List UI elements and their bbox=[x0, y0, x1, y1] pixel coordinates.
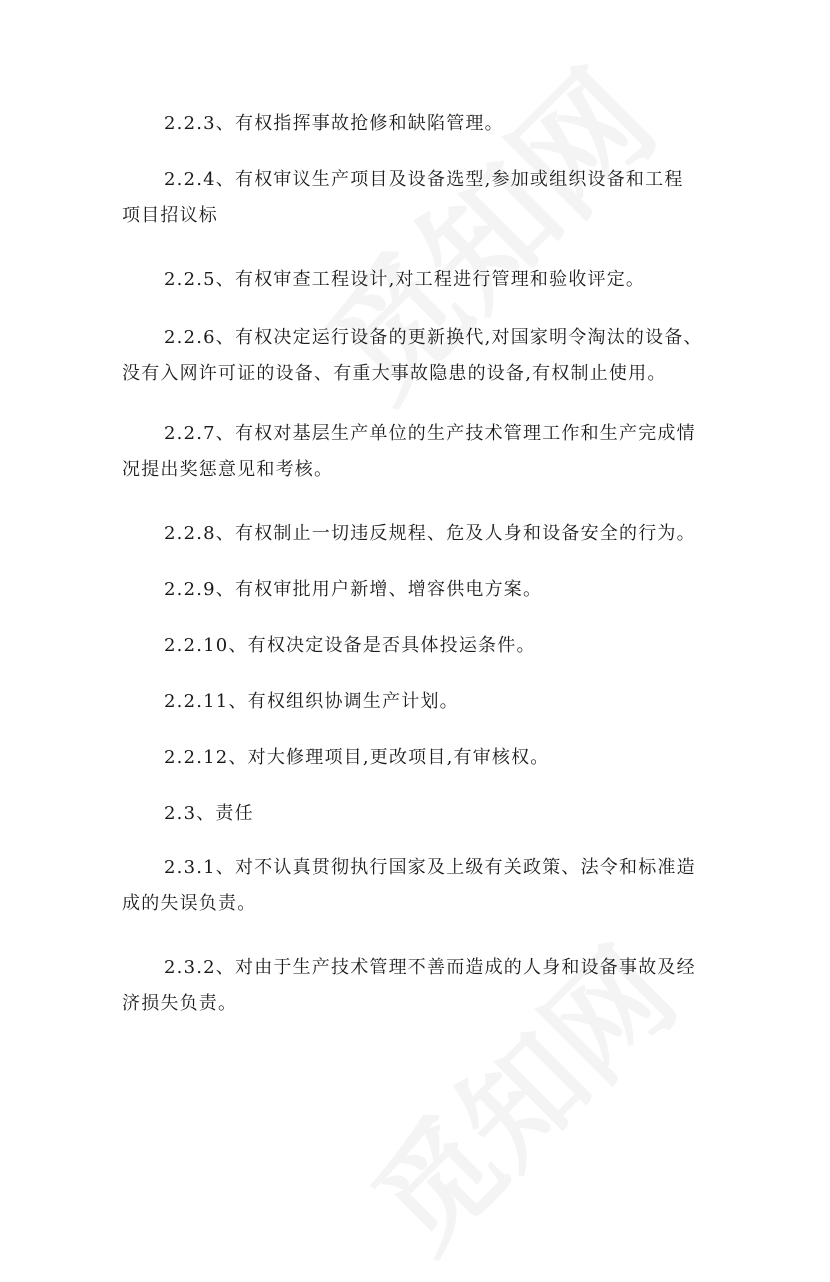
paragraph-line: 2.2.9、有权审批用户新增、增容供电方案。 bbox=[164, 579, 543, 600]
paragraph-line: 2.3、责任 bbox=[164, 803, 254, 824]
paragraph-line: 2.2.3、有权指挥事故抢修和缺陷管理。 bbox=[164, 113, 504, 134]
paragraph-2-2-5 bbox=[122, 262, 722, 298]
paragraph-2-2-8 bbox=[122, 516, 722, 552]
paragraph-line: 济损失负责。 bbox=[122, 993, 238, 1014]
paragraph-line: 2.2.4、有权审议生产项目及设备选型,参加或组织设备和工程 bbox=[164, 169, 684, 190]
paragraph-2-3-2 bbox=[122, 950, 722, 1022]
paragraph-line: 项目招议标 bbox=[122, 205, 218, 226]
paragraph-2-2-6 bbox=[122, 320, 722, 392]
paragraph-line: 2.2.12、对大修理项目,更改项目,有审核权。 bbox=[164, 747, 550, 768]
paragraph-2-2-9 bbox=[122, 572, 722, 608]
paragraph-2-2-10 bbox=[122, 628, 722, 664]
paragraph-2-2-12 bbox=[122, 740, 722, 776]
paragraph-line: 2.2.8、有权制止一切违反规程、危及人身和设备安全的行为。 bbox=[164, 523, 696, 544]
section-heading-2-3 bbox=[122, 796, 722, 832]
paragraph-line: 成的失误负责。 bbox=[122, 893, 257, 914]
paragraph-line: 2.3.1、对不认真贯彻执行国家及上级有关政策、法令和标准造 bbox=[164, 857, 696, 878]
paragraph-2-2-4 bbox=[122, 162, 722, 234]
paragraph-2-3-1 bbox=[122, 850, 722, 922]
paragraph-line: 2.2.5、有权审查工程设计,对工程进行管理和验收评定。 bbox=[164, 269, 646, 290]
paragraph-line: 2.2.10、有权决定设备是否具体投运条件。 bbox=[164, 635, 536, 656]
paragraph-line: 2.2.6、有权决定运行设备的更新换代,对国家明令淘汰的设备、 bbox=[164, 327, 703, 348]
paragraph-2-2-3 bbox=[122, 106, 722, 142]
paragraph-2-2-7 bbox=[122, 416, 722, 488]
paragraph-line: 2.2.7、有权对基层生产单位的生产技术管理工作和生产完成情 bbox=[164, 423, 696, 444]
paragraph-line: 2.2.11、有权组织协调生产计划。 bbox=[164, 691, 459, 712]
paragraph-line: 况提出奖惩意见和考核。 bbox=[122, 459, 334, 480]
paragraph-line: 2.3.2、对由于生产技术管理不善而造成的人身和设备事故及经 bbox=[164, 957, 696, 978]
paragraph-line: 没有入网许可证的设备、有重大事故隐患的设备,有权制止使用。 bbox=[122, 363, 667, 384]
paragraph-2-2-11 bbox=[122, 684, 722, 720]
